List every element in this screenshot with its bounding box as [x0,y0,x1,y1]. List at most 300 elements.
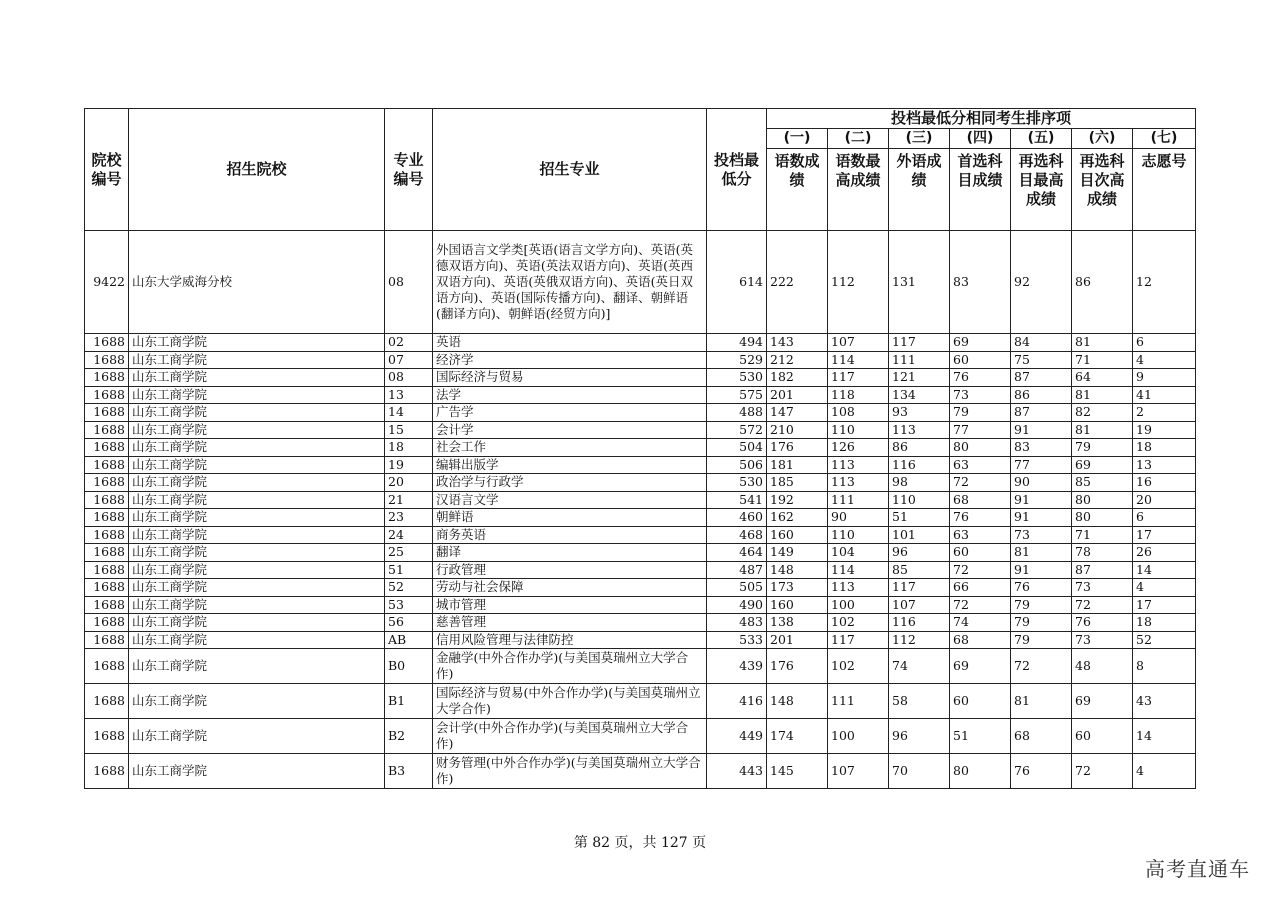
cell-score-3: 85 [889,561,950,579]
cell-score-6: 80 [1072,509,1133,527]
cell-min-score: 488 [707,404,767,422]
cell-score-3: 131 [889,231,950,334]
cell-major-code: 14 [385,404,433,422]
cell-score-1: 185 [767,474,828,492]
header-major-code: 专业编号 [385,109,433,231]
cell-score-3: 116 [889,614,950,632]
cell-major-code: 52 [385,579,433,597]
cell-score-3: 134 [889,386,950,404]
cell-major: 信用风险管理与法律防控 [433,631,707,649]
cell-score-7: 14 [1133,561,1196,579]
cell-score-3: 98 [889,474,950,492]
cell-major-code: 13 [385,386,433,404]
cell-score-4: 73 [950,386,1011,404]
cell-score-7: 52 [1133,631,1196,649]
cell-college-code: 1688 [85,614,129,632]
cell-score-2: 118 [828,386,889,404]
cell-college-code: 1688 [85,509,129,527]
cell-score-4: 77 [950,421,1011,439]
cell-score-7: 26 [1133,544,1196,562]
cell-score-6: 64 [1072,369,1133,387]
cell-score-5: 86 [1011,386,1072,404]
cell-score-4: 68 [950,491,1011,509]
cell-college: 山东工商学院 [129,614,385,632]
cell-major-code: 02 [385,334,433,352]
cell-score-4: 80 [950,754,1011,789]
cell-score-7: 4 [1133,351,1196,369]
cell-score-3: 112 [889,631,950,649]
cell-major: 会计学 [433,421,707,439]
cell-min-score: 494 [707,334,767,352]
header-college-code: 院校编号 [85,109,129,231]
cell-score-4: 76 [950,369,1011,387]
cell-score-1: 162 [767,509,828,527]
cell-score-4: 66 [950,579,1011,597]
cell-score-2: 114 [828,351,889,369]
header-min-score: 投档最低分 [707,109,767,231]
cell-college: 山东工商学院 [129,649,385,684]
cell-major: 行政管理 [433,561,707,579]
cell-major-code: 23 [385,509,433,527]
cell-score-3: 51 [889,509,950,527]
cell-score-1: 182 [767,369,828,387]
cell-major: 编辑出版学 [433,456,707,474]
cell-score-2: 111 [828,684,889,719]
cell-score-7: 41 [1133,386,1196,404]
table-row [85,561,1196,579]
cell-major-code: B1 [385,684,433,719]
admission-score-table [84,108,1196,789]
table-row [85,509,1196,527]
cell-score-1: 148 [767,684,828,719]
cell-major: 社会工作 [433,439,707,457]
cell-college-code: 1688 [85,491,129,509]
cell-score-6: 71 [1072,526,1133,544]
cell-score-2: 102 [828,614,889,632]
cell-score-2: 107 [828,334,889,352]
cell-score-1: 176 [767,439,828,457]
cell-major: 翻译 [433,544,707,562]
cell-min-score: 464 [707,544,767,562]
cell-score-7: 20 [1133,491,1196,509]
cell-major: 外国语言文学类[英语(语言文学方向)、英语(英德双语方向)、英语(英法双语方向)、英语(英西双语方向)、英语(英俄双语方向)、英语(英日双语方向)、英语(国际传播方向)、翻译、朝鲜语(翻译方向)、朝鲜语(经贸方向)] [433,231,707,334]
cell-score-1: 181 [767,456,828,474]
cell-score-4: 74 [950,614,1011,632]
cell-score-2: 110 [828,421,889,439]
cell-college: 山东工商学院 [129,754,385,789]
cell-score-5: 91 [1011,421,1072,439]
cell-score-2: 114 [828,561,889,579]
cell-college: 山东工商学院 [129,684,385,719]
cell-score-5: 87 [1011,369,1072,387]
cell-college-code: 1688 [85,579,129,597]
cell-college: 山东工商学院 [129,579,385,597]
watermark: 高考直通车 [1145,857,1250,881]
table-row [85,351,1196,369]
header-rank-label: 语数最高成绩 [828,149,889,231]
cell-score-1: 143 [767,334,828,352]
cell-college-code: 1688 [85,684,129,719]
cell-min-score: 487 [707,561,767,579]
cell-score-4: 79 [950,404,1011,422]
cell-score-5: 76 [1011,754,1072,789]
cell-college: 山东工商学院 [129,404,385,422]
cell-score-1: 160 [767,526,828,544]
cell-major: 城市管理 [433,596,707,614]
cell-score-7: 12 [1133,231,1196,334]
cell-major: 英语 [433,334,707,352]
cell-score-4: 72 [950,596,1011,614]
cell-score-7: 17 [1133,596,1196,614]
header-rank-label: 志愿号 [1133,149,1196,231]
cell-score-7: 4 [1133,754,1196,789]
cell-major-code: 20 [385,474,433,492]
cell-score-3: 111 [889,351,950,369]
table-row [85,614,1196,632]
cell-score-6: 81 [1072,334,1133,352]
page-number: 第 82 页，共 127 页 [573,835,707,851]
cell-score-6: 81 [1072,386,1133,404]
cell-score-2: 102 [828,649,889,684]
header-rank-num: (七) [1133,129,1196,149]
header-rank-num: (四) [950,129,1011,149]
cell-score-4: 63 [950,526,1011,544]
cell-score-2: 117 [828,369,889,387]
cell-score-7: 17 [1133,526,1196,544]
cell-college-code: 1688 [85,631,129,649]
cell-score-1: 212 [767,351,828,369]
cell-score-2: 117 [828,631,889,649]
cell-major-code: B0 [385,649,433,684]
cell-min-score: 541 [707,491,767,509]
table-row [85,421,1196,439]
cell-score-5: 91 [1011,561,1072,579]
table-row [85,719,1196,754]
table-row [85,526,1196,544]
cell-college-code: 1688 [85,334,129,352]
cell-score-3: 110 [889,491,950,509]
cell-score-6: 48 [1072,649,1133,684]
cell-score-3: 96 [889,544,950,562]
cell-score-4: 80 [950,439,1011,457]
cell-college-code: 1688 [85,719,129,754]
cell-college: 山东工商学院 [129,456,385,474]
cell-score-7: 18 [1133,439,1196,457]
cell-score-4: 72 [950,474,1011,492]
cell-min-score: 416 [707,684,767,719]
cell-score-5: 79 [1011,614,1072,632]
cell-college-code: 1688 [85,526,129,544]
cell-score-2: 113 [828,474,889,492]
cell-college: 山东工商学院 [129,631,385,649]
cell-major: 商务英语 [433,526,707,544]
cell-score-7: 14 [1133,719,1196,754]
cell-score-2: 100 [828,719,889,754]
table-row [85,684,1196,719]
cell-score-2: 110 [828,526,889,544]
cell-major: 劳动与社会保障 [433,579,707,597]
cell-score-1: 160 [767,596,828,614]
table-row [85,544,1196,562]
header-rank-num: (一) [767,129,828,149]
cell-score-7: 19 [1133,421,1196,439]
cell-score-7: 13 [1133,456,1196,474]
cell-college: 山东工商学院 [129,509,385,527]
cell-score-1: 176 [767,649,828,684]
cell-score-3: 93 [889,404,950,422]
cell-college-code: 1688 [85,351,129,369]
cell-score-4: 69 [950,334,1011,352]
cell-score-3: 117 [889,334,950,352]
cell-college-code: 9422 [85,231,129,334]
cell-min-score: 506 [707,456,767,474]
cell-score-4: 60 [950,684,1011,719]
cell-min-score: 504 [707,439,767,457]
cell-major-code: 51 [385,561,433,579]
cell-score-7: 43 [1133,684,1196,719]
cell-major-code: 56 [385,614,433,632]
cell-score-4: 76 [950,509,1011,527]
cell-score-2: 108 [828,404,889,422]
cell-score-2: 100 [828,596,889,614]
cell-major-code: 19 [385,456,433,474]
cell-min-score: 460 [707,509,767,527]
cell-score-1: 201 [767,631,828,649]
cell-major: 国际经济与贸易 [433,369,707,387]
cell-score-6: 69 [1072,456,1133,474]
cell-score-1: 210 [767,421,828,439]
table-row [85,404,1196,422]
cell-college: 山东工商学院 [129,334,385,352]
header-college: 招生院校 [129,109,385,231]
cell-score-5: 92 [1011,231,1072,334]
cell-score-3: 121 [889,369,950,387]
header-rank-num: (五) [1011,129,1072,149]
cell-score-3: 58 [889,684,950,719]
cell-score-6: 72 [1072,596,1133,614]
table-row [85,334,1196,352]
cell-college-code: 1688 [85,754,129,789]
cell-college-code: 1688 [85,439,129,457]
cell-score-5: 84 [1011,334,1072,352]
cell-score-5: 83 [1011,439,1072,457]
cell-score-5: 68 [1011,719,1072,754]
cell-score-5: 77 [1011,456,1072,474]
cell-major-code: B2 [385,719,433,754]
cell-major-code: 08 [385,369,433,387]
header-rank-label: 语数成绩 [767,149,828,231]
cell-score-3: 96 [889,719,950,754]
cell-college: 山东工商学院 [129,474,385,492]
cell-major: 经济学 [433,351,707,369]
cell-score-6: 72 [1072,754,1133,789]
cell-score-5: 81 [1011,684,1072,719]
header-rank-label: 再选科目最高成绩 [1011,149,1072,231]
cell-score-5: 87 [1011,404,1072,422]
cell-score-3: 74 [889,649,950,684]
cell-college: 山东工商学院 [129,439,385,457]
cell-score-1: 148 [767,561,828,579]
cell-score-4: 51 [950,719,1011,754]
cell-score-7: 2 [1133,404,1196,422]
cell-score-4: 83 [950,231,1011,334]
cell-major-code: 18 [385,439,433,457]
cell-score-2: 90 [828,509,889,527]
cell-score-1: 174 [767,719,828,754]
cell-min-score: 572 [707,421,767,439]
cell-min-score: 530 [707,369,767,387]
cell-major-code: B3 [385,754,433,789]
cell-major-code: 24 [385,526,433,544]
cell-min-score: 530 [707,474,767,492]
cell-score-6: 76 [1072,614,1133,632]
cell-min-score: 443 [707,754,767,789]
cell-score-6: 80 [1072,491,1133,509]
cell-score-4: 60 [950,351,1011,369]
cell-major: 慈善管理 [433,614,707,632]
table-row [85,631,1196,649]
cell-major: 会计学(中外合作办学)(与美国莫瑞州立大学合作) [433,719,707,754]
cell-score-1: 192 [767,491,828,509]
cell-score-2: 104 [828,544,889,562]
cell-min-score: 529 [707,351,767,369]
cell-min-score: 449 [707,719,767,754]
cell-min-score: 575 [707,386,767,404]
cell-score-6: 87 [1072,561,1133,579]
cell-college-code: 1688 [85,456,129,474]
cell-score-7: 6 [1133,509,1196,527]
cell-score-6: 73 [1072,631,1133,649]
cell-score-7: 8 [1133,649,1196,684]
cell-score-1: 201 [767,386,828,404]
cell-major-code: 07 [385,351,433,369]
cell-score-1: 222 [767,231,828,334]
cell-score-7: 9 [1133,369,1196,387]
cell-score-5: 81 [1011,544,1072,562]
cell-college-code: 1688 [85,369,129,387]
cell-major-code: 15 [385,421,433,439]
cell-score-5: 79 [1011,631,1072,649]
cell-score-1: 138 [767,614,828,632]
cell-score-6: 81 [1072,421,1133,439]
table-row [85,596,1196,614]
cell-score-3: 117 [889,579,950,597]
cell-min-score: 468 [707,526,767,544]
table-row [85,386,1196,404]
cell-major: 国际经济与贸易(中外合作办学)(与美国莫瑞州立大学合作) [433,684,707,719]
cell-score-1: 147 [767,404,828,422]
cell-major: 汉语言文学 [433,491,707,509]
cell-major: 金融学(中外合作办学)(与美国莫瑞州立大学合作) [433,649,707,684]
cell-major-code: 08 [385,231,433,334]
cell-score-2: 112 [828,231,889,334]
cell-major-code: 21 [385,491,433,509]
cell-score-5: 76 [1011,579,1072,597]
header-major: 招生专业 [433,109,707,231]
cell-min-score: 533 [707,631,767,649]
table-row [85,456,1196,474]
cell-score-5: 75 [1011,351,1072,369]
header-rank-label: 外语成绩 [889,149,950,231]
header-rank-num: (二) [828,129,889,149]
cell-score-3: 116 [889,456,950,474]
cell-major: 财务管理(中外合作办学)(与美国莫瑞州立大学合作) [433,754,707,789]
cell-college-code: 1688 [85,474,129,492]
cell-score-5: 73 [1011,526,1072,544]
table-row [85,474,1196,492]
cell-college-code: 1688 [85,596,129,614]
cell-college: 山东工商学院 [129,421,385,439]
cell-score-6: 78 [1072,544,1133,562]
header-ranking-group: 投档最低分相同考生排序项 [767,109,1196,129]
cell-score-2: 113 [828,456,889,474]
header-rank-num: (三) [889,129,950,149]
cell-score-4: 63 [950,456,1011,474]
cell-college: 山东工商学院 [129,351,385,369]
cell-college-code: 1688 [85,421,129,439]
cell-min-score: 439 [707,649,767,684]
cell-college: 山东工商学院 [129,561,385,579]
cell-college: 山东工商学院 [129,719,385,754]
cell-score-4: 72 [950,561,1011,579]
cell-score-7: 6 [1133,334,1196,352]
header-rank-label: 首选科目成绩 [950,149,1011,231]
cell-score-5: 91 [1011,491,1072,509]
cell-score-6: 85 [1072,474,1133,492]
table-row [85,369,1196,387]
cell-major: 广告学 [433,404,707,422]
table-row [85,491,1196,509]
cell-score-3: 70 [889,754,950,789]
cell-major: 法学 [433,386,707,404]
cell-score-7: 4 [1133,579,1196,597]
cell-college-code: 1688 [85,404,129,422]
cell-major-code: 25 [385,544,433,562]
cell-score-5: 72 [1011,649,1072,684]
cell-score-4: 60 [950,544,1011,562]
cell-score-6: 71 [1072,351,1133,369]
cell-min-score: 490 [707,596,767,614]
cell-min-score: 614 [707,231,767,334]
cell-major-code: 53 [385,596,433,614]
cell-college-code: 1688 [85,386,129,404]
cell-score-6: 82 [1072,404,1133,422]
cell-score-3: 113 [889,421,950,439]
cell-college: 山东工商学院 [129,369,385,387]
cell-score-3: 101 [889,526,950,544]
cell-score-2: 111 [828,491,889,509]
cell-score-3: 107 [889,596,950,614]
cell-score-6: 73 [1072,579,1133,597]
cell-score-6: 69 [1072,684,1133,719]
cell-min-score: 505 [707,579,767,597]
cell-score-5: 79 [1011,596,1072,614]
cell-college: 山东工商学院 [129,491,385,509]
cell-college: 山东工商学院 [129,596,385,614]
cell-min-score: 483 [707,614,767,632]
cell-score-3: 86 [889,439,950,457]
table-row [85,231,1196,334]
cell-score-4: 69 [950,649,1011,684]
cell-score-1: 173 [767,579,828,597]
table-row [85,754,1196,789]
table-row [85,649,1196,684]
cell-college: 山东工商学院 [129,544,385,562]
header-rank-num: (六) [1072,129,1133,149]
cell-score-5: 91 [1011,509,1072,527]
table-row [85,579,1196,597]
cell-college: 山东大学威海分校 [129,231,385,334]
